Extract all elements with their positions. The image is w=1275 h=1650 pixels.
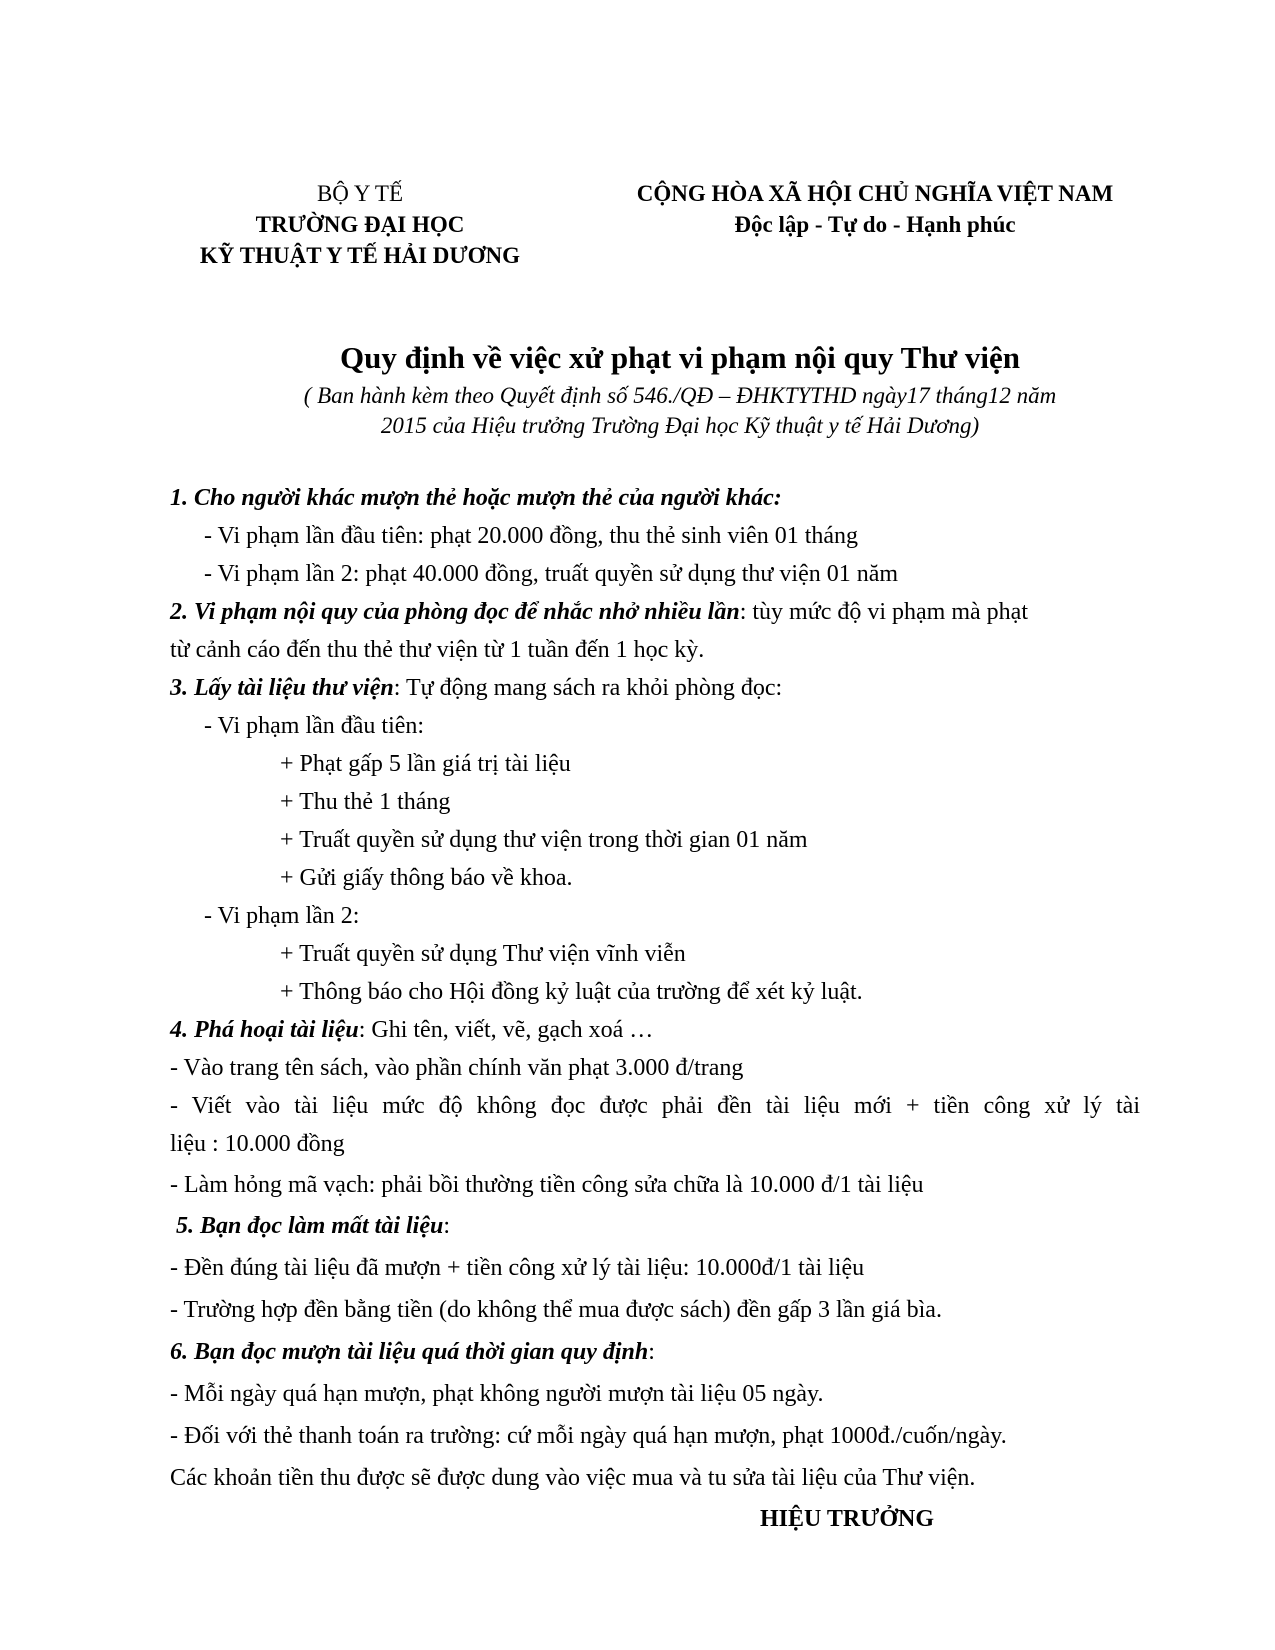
section-4-item-2-line-1: - Viết vào tài liệu mức độ không đọc được phải đền tài liệu mới + tiền công xử lý tài — [170, 1093, 1140, 1119]
school-name-line1: TRƯỜNG ĐẠI HỌC — [255, 212, 465, 237]
ministry-name: BỘ Y TẾ — [316, 181, 404, 206]
document-title: Quy định về việc xử phạt vi phạm nội quy Thư viện — [339, 340, 1021, 375]
document-subtitle-line2: 2015 của Hiệu trưởng Trường Đại học Kỹ thuật y tế Hải Dương) — [380, 413, 980, 438]
country-name: CỘNG HÒA XÃ HỘI CHỦ NGHĨA VIỆT NAM — [636, 181, 1114, 206]
section-6-heading: 6. Bạn đọc mượn tài liệu quá thời gian quy định — [170, 1339, 649, 1365]
section-6-item-2: - Đối với thẻ thanh toán ra trường: cứ mỗi ngày quá hạn mượn, phạt 1000đ./cuốn/ngày. — [170, 1423, 1007, 1449]
section-2-line-1 — [170, 598, 1140, 626]
section-6-colon: : — [648, 1339, 655, 1365]
section-1-item-1: - Vi phạm lần đầu tiên: phạt 20.000 đồng, thu thẻ sinh viên 01 tháng — [204, 523, 859, 549]
national-motto: Độc lập - Tự do - Hạnh phúc — [734, 212, 1016, 237]
section-4-text: : Ghi tên, viết, vẽ, gạch xoá … — [358, 1017, 654, 1043]
section-3-text: : Tự động mang sách ra khỏi phòng đọc: — [393, 675, 783, 701]
section-6-line — [170, 1338, 655, 1366]
section-4-item-3: - Làm hỏng mã vạch: phải bồi thường tiền công sửa chữa là 10.000 đ/1 tài liệu — [170, 1172, 924, 1198]
document-subtitle-line1: ( Ban hành kèm theo Quyết định số 546./QĐ – ĐHKTYTHD ngày17 tháng12 năm — [303, 383, 1057, 408]
section-3-first-item: + Truất quyền sử dụng thư viện trong thời gian 01 năm — [280, 827, 808, 853]
closing-note: Các khoản tiền thu được sẽ được dung vào việc mua và tu sửa tài liệu của Thư viện. — [170, 1465, 976, 1491]
section-4-heading: 4. Phá hoại tài liệu — [170, 1017, 359, 1043]
section-3-heading: 3. Lấy tài liệu thư viện — [170, 675, 394, 701]
section-3-second-item: + Thông báo cho Hội đồng kỷ luật của trường để xét kỷ luật. — [280, 979, 863, 1005]
section-2-text: : tùy mức độ vi phạm mà phạt — [739, 599, 1028, 625]
section-3-first-label: - Vi phạm lần đầu tiên: — [204, 713, 425, 739]
section-3-line — [170, 674, 782, 702]
section-1-item-2: - Vi phạm lần 2: phạt 40.000 đồng, truất quyền sử dụng thư viện 01 năm — [204, 561, 899, 587]
section-4-line — [170, 1016, 653, 1044]
section-3-second-label: - Vi phạm lần 2: — [204, 903, 360, 929]
section-5-item-2: - Trường hợp đền bằng tiền (do không thể mua được sách) đền gấp 3 lần giá bìa. — [170, 1297, 942, 1323]
section-4-item-2-line-2: liệu : 10.000 đồng — [170, 1131, 345, 1157]
section-5-line — [176, 1212, 450, 1240]
section-1-heading: 1. Cho người khác mượn thẻ hoặc mượn thẻ của người khác: — [170, 485, 782, 511]
section-4-item-1: - Vào trang tên sách, vào phần chính văn phạt 3.000 đ/trang — [170, 1055, 744, 1081]
signature-title: HIỆU TRƯỞNG — [760, 1506, 935, 1532]
section-3-first-item: + Phạt gấp 5 lần giá trị tài liệu — [280, 751, 571, 777]
section-3-first-item: + Gửi giấy thông báo về khoa. — [280, 865, 573, 891]
section-5-colon: : — [443, 1213, 451, 1239]
national-header — [575, 178, 1175, 240]
section-3-second-item: + Truất quyền sử dụng Thư viện vĩnh viễn — [280, 941, 686, 967]
section-5-heading: 5. Bạn đọc làm mất tài liệu — [176, 1213, 444, 1239]
issuer-block — [150, 178, 570, 271]
section-6-item-1: - Mỗi ngày quá hạn mượn, phạt không người mượn tài liệu 05 ngày. — [170, 1381, 824, 1407]
section-3-first-item: + Thu thẻ 1 tháng — [280, 789, 451, 815]
school-name-line2: KỸ THUẬT Y TẾ HẢI DƯƠNG — [199, 243, 521, 268]
section-2-line-2: từ cảnh cáo đến thu thẻ thư viện từ 1 tuần đến 1 học kỳ. — [170, 637, 705, 663]
section-5-item-1: - Đền đúng tài liệu đã mượn + tiền công xử lý tài liệu: 10.000đ/1 tài liệu — [170, 1255, 865, 1281]
section-2-heading: 2. Vi phạm nội quy của phòng đọc để nhắc nhở nhiều lần — [170, 599, 740, 625]
